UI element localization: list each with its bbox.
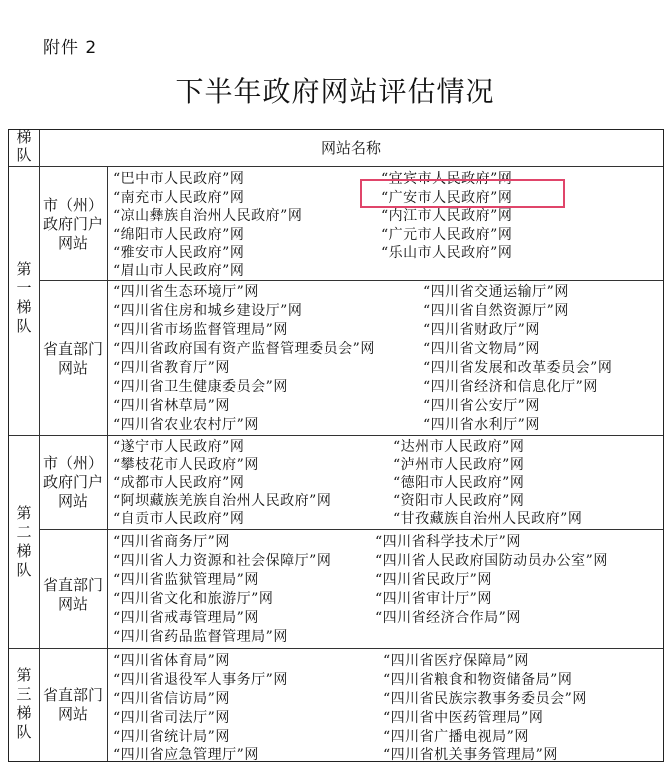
site-name: “内江市人民政府”网 — [381, 208, 513, 224]
site-name: “四川省体育局”网 — [113, 653, 230, 669]
site-name: “四川省戒毒管理局”网 — [113, 610, 259, 626]
site-name: “甘孜藏族自治州人民政府”网 — [393, 511, 583, 527]
site-name: “广元市人民政府”网 — [381, 227, 513, 243]
site-name: “四川省经济合作局”网 — [375, 610, 521, 626]
site-name: “巴中市人民政府”网 — [113, 171, 245, 187]
site-name: “四川省商务厅”网 — [113, 534, 230, 550]
site-name: “德阳市人民政府”网 — [393, 475, 525, 491]
site-name: “四川省司法厅”网 — [113, 710, 230, 726]
site-name: “四川省自然资源厅”网 — [423, 303, 569, 319]
site-name: “绵阳市人民政府”网 — [113, 227, 245, 243]
site-name: “四川省文物局”网 — [423, 341, 540, 357]
site-name: “四川省药品监督管理局”网 — [113, 629, 288, 645]
site-name: “四川省公安厅”网 — [423, 398, 540, 414]
category-label — [43, 454, 103, 511]
site-name: “四川省民族宗教事务委员会”网 — [383, 691, 587, 707]
category-text: 省直部门网站 — [43, 340, 104, 377]
page-title: 下半年政府网站评估情况 — [175, 75, 495, 108]
site-name: “四川省审计厅”网 — [375, 591, 492, 607]
site-name: “自贡市人民政府”网 — [113, 511, 245, 527]
site-name: “四川省住房和城乡建设厅”网 — [113, 303, 303, 319]
site-name: “四川省统计局”网 — [113, 729, 230, 745]
highlight-box — [360, 179, 565, 208]
category-column-divider — [107, 166, 108, 761]
site-name: “南充市人民政府”网 — [113, 190, 245, 206]
site-name: “四川省教育厅”网 — [113, 360, 230, 376]
category-label — [43, 196, 103, 253]
site-name: “遂宁市人民政府”网 — [113, 439, 245, 455]
tier-label-2 — [14, 504, 34, 580]
site-name: “雅安市人民政府”网 — [113, 245, 245, 261]
site-name: “四川省农业农村厅”网 — [113, 417, 259, 433]
tier-label-3 — [14, 666, 34, 742]
site-name: “攀枝花市人民政府”网 — [113, 457, 259, 473]
site-name: “四川省退役军人事务厅”网 — [113, 672, 288, 688]
group-divider-1 — [39, 280, 663, 281]
site-name: “四川省广播电视局”网 — [383, 729, 529, 745]
site-name: “宜宾市人民政府”网 — [381, 171, 513, 187]
category-text: 市（州）政府门户网站 — [43, 454, 104, 510]
site-name: “四川省科学技术厅”网 — [375, 534, 521, 550]
tier-label-3-text: 第三梯队 — [16, 666, 32, 741]
group-divider-2 — [39, 529, 663, 530]
header-site-name: 网站名称 — [320, 139, 381, 157]
site-name: “四川省经济和信息化厅”网 — [423, 379, 598, 395]
site-name: “四川省机关事务管理局”网 — [383, 747, 558, 763]
site-name: “四川省信访局”网 — [113, 691, 230, 707]
category-text: 市（州）政府门户网站 — [43, 196, 104, 252]
tier-label-1-text: 第一梯队 — [16, 260, 32, 335]
tier-label-1 — [14, 260, 34, 336]
site-name: “四川省文化和旅游厅”网 — [113, 591, 274, 607]
site-name: “四川省财政厅”网 — [423, 322, 540, 338]
site-name: “四川省发展和改革委员会”网 — [423, 360, 613, 376]
category-label — [43, 686, 103, 724]
category-label — [43, 340, 103, 378]
category-text: 省直部门网站 — [43, 576, 104, 613]
site-name: “四川省人民政府国防动员办公室”网 — [375, 553, 608, 569]
site-name: “凉山彝族自治州人民政府”网 — [113, 208, 303, 224]
site-name: “四川省林草局”网 — [113, 398, 230, 414]
site-name: “四川省监狱管理局”网 — [113, 572, 259, 588]
site-name: “阿坝藏族羌族自治州人民政府”网 — [113, 493, 332, 509]
site-name: “广安市人民政府”网 — [381, 190, 513, 206]
attachment-label: 附件 2 — [43, 38, 98, 58]
site-name: “四川省市场监督管理局”网 — [113, 322, 288, 338]
site-name: “四川省政府国有资产监督管理委员会”网 — [113, 341, 375, 357]
site-name: “四川省交通运输厅”网 — [423, 284, 569, 300]
site-name: “四川省医疗保障局”网 — [383, 653, 529, 669]
site-name: “四川省人力资源和社会保障厅”网 — [113, 553, 332, 569]
site-name: “四川省水利厅”网 — [423, 417, 540, 433]
site-name: “四川省中医药管理局”网 — [383, 710, 544, 726]
tier-label-2-text: 第二梯队 — [16, 504, 32, 579]
site-name: “四川省卫生健康委员会”网 — [113, 379, 288, 395]
site-name: “眉山市人民政府”网 — [113, 263, 245, 279]
evaluation-table — [8, 129, 664, 762]
header-tier-text: 梯队 — [16, 128, 32, 164]
site-name: “四川省生态环境厅”网 — [113, 284, 259, 300]
site-name: “乐山市人民政府”网 — [381, 245, 513, 261]
site-name: “成都市人民政府”网 — [113, 475, 245, 491]
header-tier — [9, 128, 39, 164]
tier-column-divider — [39, 130, 40, 761]
category-label — [43, 576, 103, 614]
category-text: 省直部门网站 — [43, 686, 104, 723]
site-name: “四川省应急管理厅”网 — [113, 747, 259, 763]
site-name: “四川省民政厅”网 — [375, 572, 492, 588]
site-name: “资阳市人民政府”网 — [393, 493, 525, 509]
site-name: “达州市人民政府”网 — [393, 439, 525, 455]
site-name: “泸州市人民政府”网 — [393, 457, 525, 473]
site-name: “四川省粮食和物资储备局”网 — [383, 672, 573, 688]
